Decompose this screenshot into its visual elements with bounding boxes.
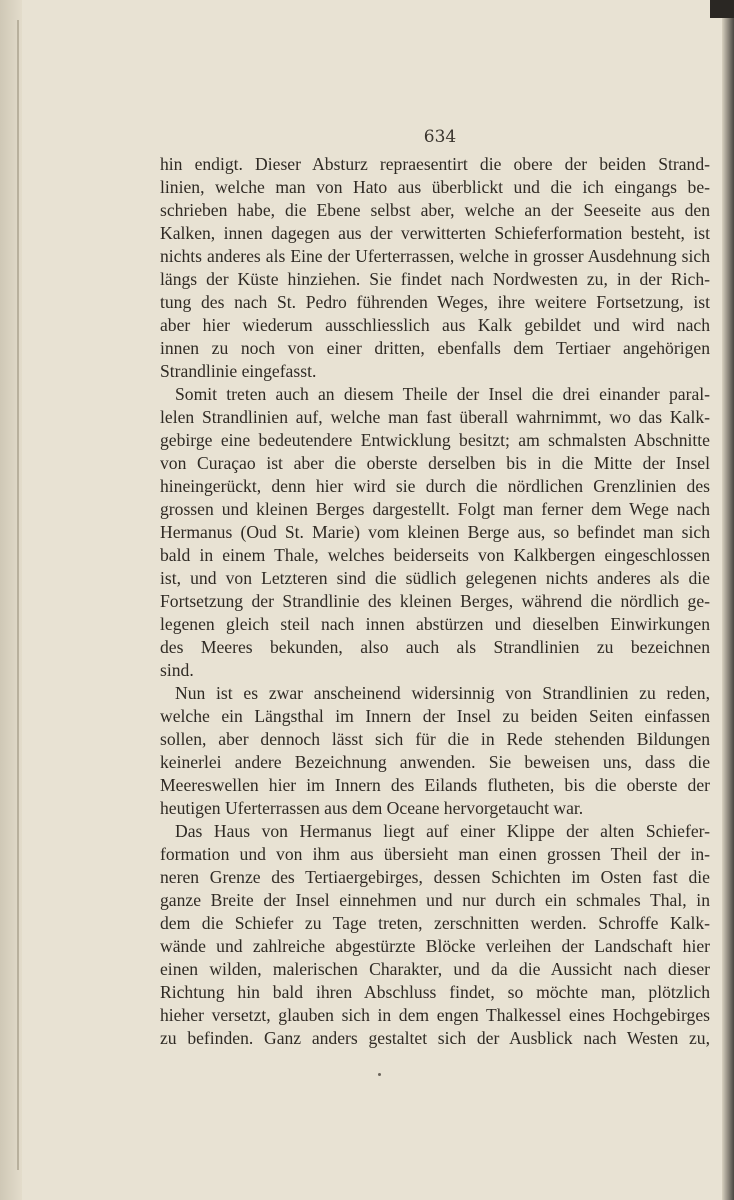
- text-line: Nun ist es zwar anscheinend widersinnig von Strandlinien zu reden,: [175, 683, 710, 703]
- text-line: grossen und kleinen Berges dargestellt. Folgt man ferner dem Wege nach: [160, 499, 710, 519]
- text-line: Richtung hin bald ihren Abschluss findet, so möchte man, plötzlich: [160, 982, 710, 1002]
- text-line: ganze Breite der Insel einnehmen und nur durch ein schmales Thal, in: [160, 890, 710, 910]
- text-line: Meereswellen hier im Innern des Eilands flutheten, bis die oberste der: [160, 775, 710, 795]
- body-text: [160, 153, 710, 1050]
- text-line: dem die Schiefer zu Tage treten, zerschnitten werden. Schroffe Kalk-: [160, 913, 710, 933]
- text-line: von Curaçao ist aber die oberste derselben bis in die Mitte der Insel: [160, 453, 710, 473]
- text-line: aber hier wiederum ausschliesslich aus Kalk gebildet und wird nach: [160, 315, 710, 335]
- text-line: Somit treten auch an diesem Theile der Insel die drei einander paral-: [175, 384, 710, 404]
- page-right-edge: [722, 0, 734, 1200]
- text-line: Hermanus (Oud St. Marie) vom kleinen Berge aus, so befindet man sich: [160, 522, 710, 542]
- text-line: sind.: [160, 660, 194, 680]
- text-line: einen wilden, malerischen Charakter, und da die Aussicht nach dieser: [160, 959, 710, 979]
- text-line: nichts anderes als Eine der Uferterrassen, welche in grosser Ausdehnung sich: [160, 246, 710, 266]
- text-line: Strandlinie eingefasst.: [160, 361, 317, 381]
- text-line: bald in einem Thale, welches beiderseits von Kalkbergen eingeschlossen: [160, 545, 710, 565]
- text-line: zu befinden. Ganz anders gestaltet sich der Ausblick nach Westen zu,: [160, 1028, 710, 1048]
- text-line: neren Grenze des Tertiaergebirges, dessen Schichten im Osten fast die: [160, 867, 710, 887]
- text-line: legenen gleich steil nach innen abstürzen und dieselben Einwirkungen: [160, 614, 710, 634]
- text-line: Fortsetzung der Strandlinie des kleinen Berges, während die nördlich ge-: [160, 591, 710, 611]
- text-line: gebirge eine bedeutendere Entwicklung besitzt; am schmalsten Abschnitte: [160, 430, 710, 450]
- text-line: welche ein Längsthal im Innern der Insel zu beiden Seiten einfassen: [160, 706, 710, 726]
- text-line: Das Haus von Hermanus liegt auf einer Klippe der alten Schiefer-: [175, 821, 710, 841]
- text-line: formation und von ihm aus übersieht man einen grossen Theil der in-: [160, 844, 710, 864]
- page-number: 634: [423, 127, 457, 147]
- text-line: hieher versetzt, glauben sich in dem engen Thalkessel eines Hochgebirges: [160, 1005, 710, 1025]
- text-line: sollen, aber dennoch lässt sich für die in Rede stehenden Bildungen: [160, 729, 710, 749]
- text-line: innen zu noch von einer dritten, ebenfalls dem Tertiaer angehörigen: [160, 338, 710, 358]
- text-line: hineingerückt, denn hier wird sie durch die nördlichen Grenzlinien des: [160, 476, 710, 496]
- text-line: hin endigt. Dieser Absturz repraesentirt die obere der beiden Strand-: [160, 154, 710, 174]
- text-line: keinerlei andere Bezeichnung anwenden. Sie beweisen uns, dass die: [160, 752, 710, 772]
- ink-speck: [378, 1073, 381, 1076]
- text-line: längs der Küste hinziehen. Sie findet nach Nordwesten zu, in der Rich-: [160, 269, 710, 289]
- text-line: lelen Strandlinien auf, welche man fast überall wahrnimmt, wo das Kalk-: [160, 407, 710, 427]
- text-line: des Meeres bekunden, also auch als Strandlinien zu bezeichnen: [160, 637, 710, 657]
- text-line: schrieben habe, die Ebene selbst aber, welche an der Seeseite aus den: [160, 200, 710, 220]
- corner-mark: [710, 0, 734, 18]
- binding-line: [17, 20, 19, 1170]
- text-line: ist, und von Letzteren sind die südlich gelegenen nichts anderes als die: [160, 568, 710, 588]
- text-line: Kalken, innen dagegen aus der verwitterten Schieferformation besteht, ist: [160, 223, 710, 243]
- text-line: heutigen Uferterrassen aus dem Oceane hervorgetaucht war.: [160, 798, 584, 818]
- text-line: linien, welche man von Hato aus überblickt und die ich eingangs be-: [160, 177, 710, 197]
- text-line: tung des nach St. Pedro führenden Weges, ihre weitere Fortsetzung, ist: [160, 292, 710, 312]
- text-line: wände und zahlreiche abgestürzte Blöcke verleihen der Landschaft hier: [160, 936, 710, 956]
